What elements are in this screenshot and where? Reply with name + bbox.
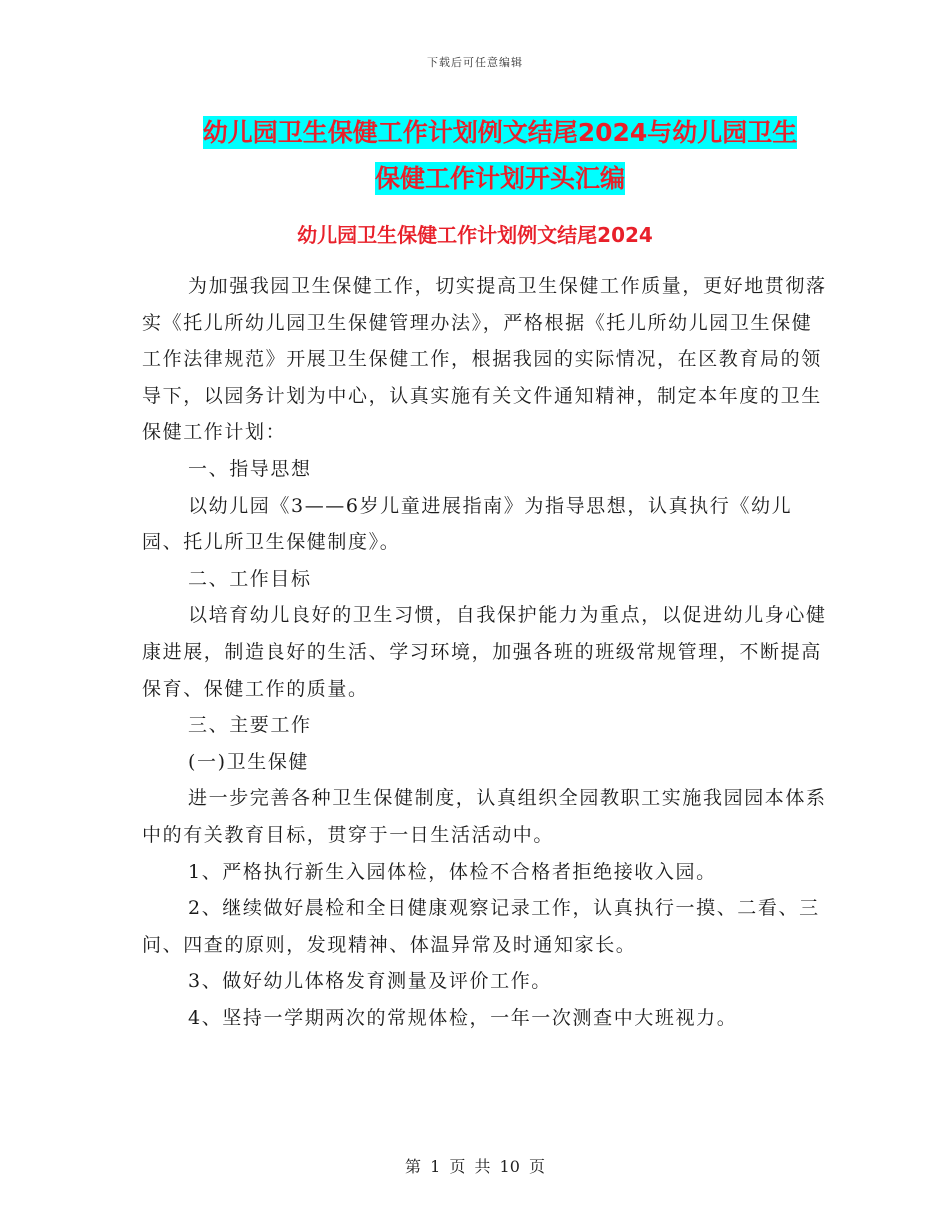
list-item-1: 1、严格执行新生入园体检，体检不合格者拒绝接收入园。 [188,860,717,883]
paragraph-guiding-thought: 以幼儿园《3——6岁儿童进展指南》为指导思想，认真执行《幼儿园、托儿所卫生保健制度》。 [142,494,793,554]
document-title-line-1: 幼儿园卫生保健工作计划例文结尾2024与幼儿园卫生 [202,118,798,147]
section-title: 幼儿园卫生保健工作计划例文结尾2024 [297,223,653,247]
document-title [140,110,860,202]
subheading-health-care: (一)卫生保健 [188,750,310,773]
heading-work-goals: 二、工作目标 [188,567,312,590]
paragraph-work-goals: 以培育幼儿良好的卫生习惯，自我保护能力为重点，以促进幼儿身心健康进展，制造良好的生活、学习环境，加强各班的班级常规管理，不断提高保育、保健工作的质量。 [142,604,827,700]
paragraph-health-care: 进一步完善各种卫生保健制度，认真组织全园教职工实施我园园本体系中的有关教育目标，贯穿于一日生活活动中。 [142,787,827,846]
document-title-line-2: 保健工作计划开头汇编 [374,164,625,193]
heading-main-work: 三、主要工作 [188,714,312,737]
page-footer: 第 1 页 共 10 页 [405,1157,545,1176]
list-item-3: 3、做好幼儿体格发育测量及评价工作。 [188,970,552,993]
list-item-2: 2、继续做好晨检和全日健康观察记录工作，认真执行一摸、二看、三问、四查的原则，发现精神、体温异常及时通知家长。 [142,897,820,956]
list-item-4: 4、坚持一学期两次的常规体检，一年一次测查中大班视力。 [188,1006,738,1029]
document-body [142,268,832,1036]
header-note: 下载后可任意编辑 [427,56,523,69]
heading-guiding-thought: 一、指导思想 [188,457,312,480]
intro-paragraph: 为加强我园卫生保健工作，切实提高卫生保健工作质量，更好地贯彻落实《托儿所幼儿园卫生保健管理办法》，严格根据《托儿所幼儿园卫生保健工作法律规范》开展卫生保健工作，根据我园的实际情况，在区教育局的领导下，以园务计划为中心，认真实施有关文件通知精神，制定本年度的卫生保健工作计划： [142,275,827,444]
